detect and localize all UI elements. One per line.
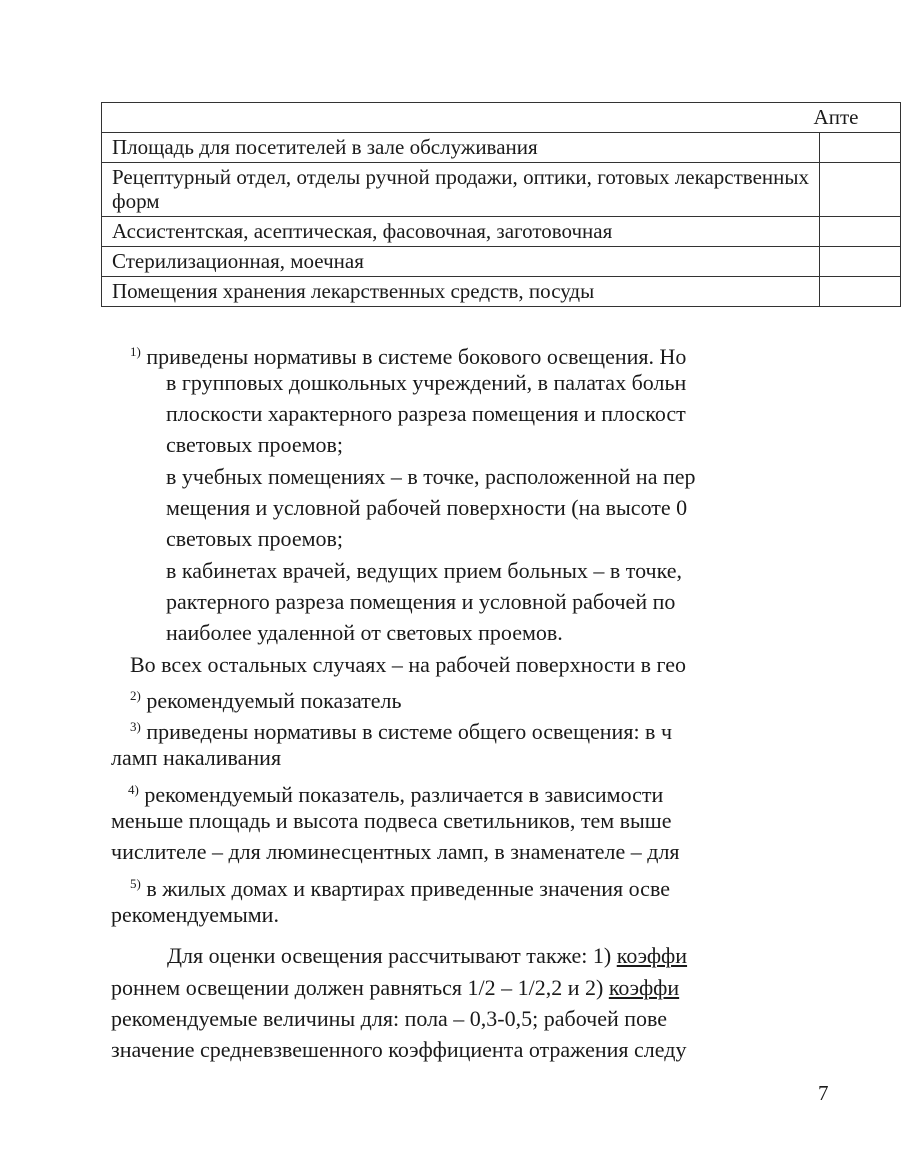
norms-table [101, 102, 901, 307]
footnote-marker: 1) [130, 344, 141, 359]
footnote-1-line: плоскости характерного разреза помещения и плоскост [166, 401, 686, 426]
footnote-1-line: световых проемов; [166, 432, 344, 457]
footnote-text: в жилых домах и квартирах приведенные значения осве [146, 876, 670, 901]
footnote-text: рекомендуемый показатель [146, 688, 402, 713]
footnote-1-line [130, 339, 686, 370]
table-cell-empty [820, 133, 901, 163]
underlined-term: коэффи [616, 943, 688, 968]
paragraph-line: рекомендуемые величины для: пола – 0,3-0,5; рабочей пове [111, 1006, 668, 1031]
footnote-1-line: в учебных помещениях – в точке, расположенной на пер [166, 464, 696, 489]
table-cell: Рецептурный отдел, отделы ручной продажи, оптики, готовых лекарственных форм [102, 163, 820, 217]
table-row [102, 277, 901, 307]
table-header-row [102, 103, 901, 133]
underlined-term: коэффи [608, 975, 680, 1000]
footnote-1-line: в кабинетах врачей, ведущих прием больных – в точке, [166, 558, 682, 583]
footnote-1-line: мещения и условной рабочей поверхности (на высоте 0 [166, 495, 688, 520]
footnote-marker: 2) [130, 688, 141, 703]
table-row [102, 163, 901, 217]
footnote-1-line: наиболее удаленной от световых проемов. [166, 620, 563, 645]
footnote-2-line [130, 683, 402, 714]
paragraph-line: значение средневзвешенного коэффициента отражения следу [111, 1037, 687, 1062]
footnote-text: рекомендуемый показатель, различается в зависимости [144, 782, 664, 807]
table-cell: Помещения хранения лекарственных средств, посуды [102, 277, 820, 307]
footnote-1-line: рактерного разреза помещения и условной рабочей по [166, 589, 676, 614]
footnote-4-line: меньше площадь и высота подвеса светильников, тем выше [111, 808, 672, 833]
footnote-3-line [130, 714, 672, 745]
table-header-cell: Апте [102, 103, 901, 133]
paragraph-line [111, 975, 679, 1001]
footnote-5-line: рекомендуемыми. [111, 902, 279, 927]
footnote-1-line: в групповых дошкольных учреждений, в палатах больн [166, 370, 687, 395]
footnote-1-line: Во всех остальных случаях – на рабочей поверхности в гео [130, 652, 687, 677]
footnote-marker: 4) [128, 782, 139, 797]
table-cell: Стерилизационная, моечная [102, 247, 820, 277]
table-cell-empty [820, 163, 901, 217]
footnote-4-line [128, 777, 663, 808]
table-cell-empty [820, 217, 901, 247]
paragraph-text: роннем освещении должен равняться 1/2 – 1/2,2 и 2) [111, 975, 609, 1000]
paragraph-line [167, 943, 687, 969]
table-row [102, 247, 901, 277]
footnote-marker: 3) [130, 719, 141, 734]
footnote-4-line: числителе – для люминесцентных ламп, в знаменателе – для [111, 839, 680, 864]
table-cell: Площадь для посетителей в зале обслуживания [102, 133, 820, 163]
table-row [102, 133, 901, 163]
footnote-text: приведены нормативы в системе общего освещения: в ч [146, 719, 673, 744]
paragraph-text: Для оценки освещения рассчитывают также: 1) [167, 943, 617, 968]
table-cell: Ассистентская, асептическая, фасовочная, заготовочная [102, 217, 820, 247]
footnote-3-line: ламп накаливания [111, 745, 282, 770]
table-row [102, 217, 901, 247]
footnote-5-line [130, 871, 670, 902]
footnote-marker: 5) [130, 876, 141, 891]
table-cell-empty [820, 277, 901, 307]
footnote-1-line: световых проемов; [166, 526, 344, 551]
footnote-text: приведены нормативы в системе бокового освещения. Но [146, 344, 687, 369]
table-cell-empty [820, 247, 901, 277]
page-number: 7 [818, 1081, 829, 1105]
